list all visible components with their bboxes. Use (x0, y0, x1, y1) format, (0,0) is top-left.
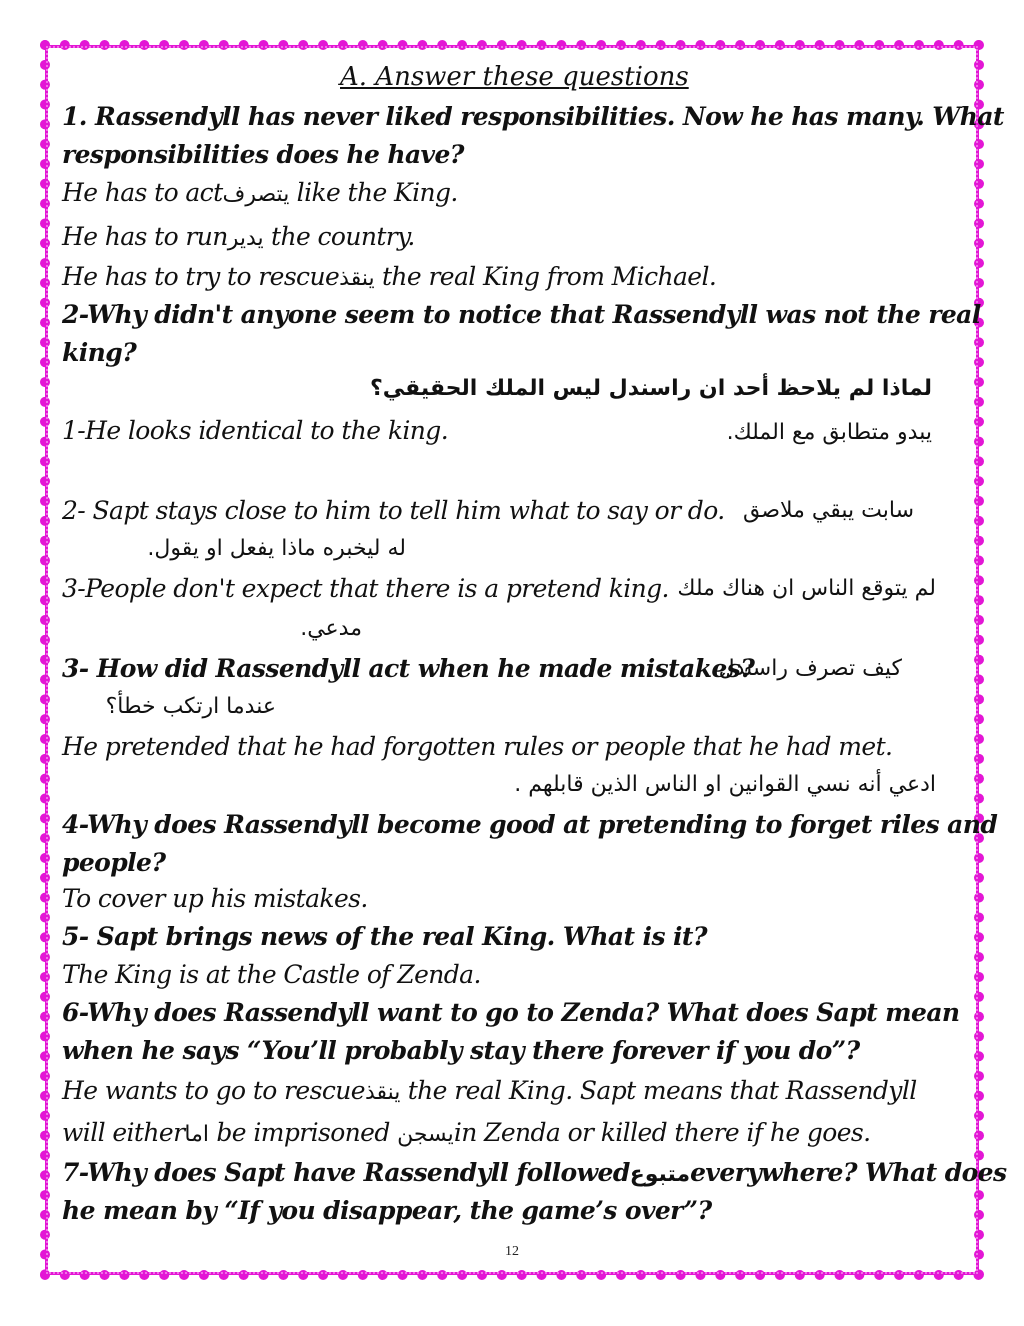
question-7-line-1 (62, 1158, 1006, 1187)
question-text: 7-Why does Sapt have Rassendyll followed (62, 1158, 630, 1187)
answer-2-arabic-2b: له ليخبره ماذا يفعل او يقول. (147, 536, 406, 561)
answer-6-line-2 (62, 1118, 871, 1147)
answer-2-line-1: 1-He looks identical to the king. (62, 416, 449, 445)
question-3-arabic-1: كيف تصرف راسندل (718, 656, 902, 681)
answer-1-line-3 (62, 262, 716, 291)
answer-1-line-2 (62, 222, 415, 251)
answer-text: He has to act (62, 178, 223, 207)
answer-2-arabic-2a: سابت يبقي ملاصق (742, 498, 914, 523)
answer-4: To cover up his mistakes. (62, 884, 368, 913)
section-heading: A. Answer these questions (340, 62, 689, 92)
question-2-line-2: king? (62, 338, 137, 367)
answer-3: He pretended that he had forgotten rules or people that he had met. (62, 732, 893, 761)
question-7-line-2: he mean by “If you disappear, the game’s over”? (62, 1196, 712, 1225)
answer-1-line-1 (62, 178, 458, 207)
question-text: everywhere? What does (690, 1158, 1007, 1187)
answer-2-arabic-3a: لم يتوقع الناس ان هناك ملك (677, 576, 936, 601)
answer-2-arabic-3b: مدعي. (300, 616, 362, 641)
question-3-arabic-2: عندما ارتكب خطأ؟ (105, 694, 276, 719)
answer-text: He has to run (62, 222, 228, 251)
answer-text: will either (62, 1118, 185, 1147)
question-4-line-1: 4-Why does Rassendyll become good at pretending to forget riles and (62, 810, 998, 839)
question-5: 5- Sapt brings news of the real King. What is it? (62, 922, 707, 951)
answer-text: be imprisoned (209, 1118, 398, 1147)
question-2-line-1: 2-Why didn't anyone seem to notice that Rassendyll was not the real (62, 300, 981, 329)
question-4-line-2: people? (62, 848, 166, 877)
question-1-line-1: 1. Rassendyll has never liked responsibilities. Now he has many. What (62, 102, 1004, 131)
answer-text: the real King from Michael. (374, 262, 717, 291)
question-3-line-1: 3- How did Rassendyll act when he made mistakes? (62, 654, 755, 683)
arabic-gloss: اما (184, 1122, 210, 1147)
question-6-line-2: when he says “You’ll probably stay there forever if you do”? (62, 1036, 860, 1065)
question-6-line-1: 6-Why does Rassendyll want to go to Zenda? What does Sapt mean (62, 998, 960, 1027)
answer-text: like the King. (289, 178, 458, 207)
answer-2-line-3: 3-People don't expect that there is a pretend king. (62, 574, 669, 603)
question-2-arabic: لماذا لم يلاحظ أحد ان راسندل ليس الملك الحقيقي؟ (370, 376, 932, 401)
answer-2-arabic-1: يبدو متطابق مع الملك. (726, 420, 932, 445)
page-number: 12 (505, 1244, 519, 1259)
arabic-gloss: متبوع (629, 1162, 691, 1187)
arabic-gloss: يدير (227, 226, 264, 251)
arabic-gloss: يتصرف (222, 182, 290, 207)
answer-text: He wants to go to rescue (62, 1076, 365, 1105)
answer-text: in Zenda or killed there if he goes. (453, 1118, 871, 1147)
arabic-gloss: ينقذ (339, 266, 375, 291)
answer-2-line-2: 2- Sapt stays close to him to tell him what to say or do. (62, 496, 725, 525)
answer-text: the real King. Sapt means that Rassendyll (400, 1076, 917, 1105)
answer-6-line-1 (62, 1076, 917, 1105)
answer-5: The King is at the Castle of Zenda. (62, 960, 481, 989)
answer-3-arabic: ادعي أنه نسي القوانين او الناس الذين قابلهم . (514, 772, 936, 797)
answer-text: the country. (263, 222, 415, 251)
arabic-gloss: يسجن (397, 1122, 454, 1147)
question-1-line-2: responsibilities does he have? (62, 140, 464, 169)
arabic-gloss: ينقذ (364, 1080, 401, 1105)
answer-text: He has to try to rescue (62, 262, 340, 291)
